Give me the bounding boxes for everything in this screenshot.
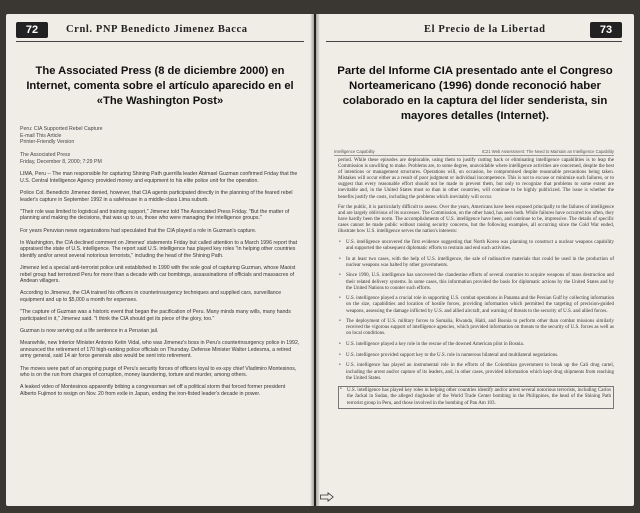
document-header: [334, 149, 614, 156]
page-number: 73: [590, 22, 622, 38]
meta-line: E-mail This Article: [20, 132, 62, 139]
article-meta: [20, 126, 302, 166]
paragraph: Guzman is now serving out a life sentence in a Peruvian jail.: [20, 328, 159, 334]
running-header: Crnl. PNP Benedicto Jimenez Bacca: [66, 24, 248, 35]
page-title: The Associated Press (8 de diciembre 2000) en Internet, comenta sobre el artículo aparecido en el «The Washington Post»: [26, 65, 294, 107]
paragraph: Jimenez led a special anti-terrorist police unit established in 1990 with the sole goal of capturing Guzman, whose Maoist rebel group had terrorized Peru for more than a decade with car bombings, assassinations of officials and massacres of Andean villagers.: [20, 265, 296, 285]
meta-line: The Associated Press: [20, 152, 71, 159]
header-rule: [16, 41, 304, 42]
highlighted-list-item: • U.S. intelligence has played key roles in helping other countries identify and/or arrest several notorious terrorists, including Carlos the Jackal in Sudan, the alleged ringleader of the World Trade Center bombing in the Philippines, the head of the Shining Path terrorist group in Peru, and those involved in the bombing of Pan Am 103.: [338, 386, 614, 408]
page-title: Parte del Informe CIA presentado ante el Congreso Norteamericano (1996) donde reconoció haber colaborado en la captura del líder senderista, sin mayores detalles (Internet).: [337, 65, 613, 122]
article-body: [20, 126, 302, 403]
running-header: El Precio de la Libertad: [424, 24, 546, 35]
header-rule: [326, 41, 622, 42]
paragraph: Police Col. Benedicto Jimenez denied, however, that CIA agents participated directly in the planning of the feared rebel leader's capture in September 1992 in a safehouse in a middle-class Lima suburb.: [20, 189, 293, 203]
meta-line: Friday, December 8, 2000; 7:29 PM: [20, 158, 102, 165]
page-number: 72: [16, 22, 48, 38]
arrow-right-icon: [320, 492, 334, 502]
list-item: • U.S. intelligence provided support key to the U.S. role in numerous bilateral and multilateral negotiations.: [338, 353, 614, 359]
paragraph: "Their role was limited to logistical and training support," Jimenez told The Associated Press Friday. "But the matter of planning and making the decisions, that was up to us, those who were managing the intelligence groups.": [20, 208, 290, 222]
report-excerpt: [338, 158, 614, 413]
doc-header-right: IC21 Web Assessment: The Need to Maintain an Intelligence Capability: [481, 149, 614, 154]
list-item: • U.S. intelligence has played an instrumental role in the efforts of the Colombian government to break up the Cali drug cartel, including the arrest and/or capture of its leaders, and, in other cases, provided information which kept drug shipments from reaching the United States.: [338, 363, 614, 381]
paragraph: For the public, it is particularly difficult to assess. Over the years, Americans have been exposed principally to the failures of intelligence and are largely oblivious of its successes. The Commission, on the other hand, has seen both. While failures have occurred too often, they have hardly been the norm. The accomplishments of U.S. intelligence have been, and continue to be, impressive. The details of specific cases cannot be made public without raising security concerns, but the following examples, all occurring since the Cold War ended, illustrate how U.S. intelligence serves the nation's interests:: [338, 205, 614, 235]
list-item: • U.S. intelligence played a crucial role in supporting U.S. combat operations in Panama and the Persian Gulf by collecting information on the size, capabilities and location of hostile forces, providing information which permitted the targeting of precision-guided weapons, assessing the damage inflicted by U.S. and allied aircraft, and warning of threats to the security of U.S. and allied forces.: [338, 296, 614, 314]
paragraph: LIMA, Peru -- The man responsible for capturing Shining Path guerrilla leader Abimael Guzman confirmed Friday that the U.S. Central Intelligence Agency provided money and equipment to his elite police unit for the operation.: [20, 171, 298, 184]
paragraph: In Washington, the CIA declined comment on Jimenez' statements Friday but called attention to a March 1996 report that appraised the state of U.S. intelligence. The report said U.S. intelligence has played key roles "in helping other countries identify and/or arrest several notorious terrorists," including the head of the Shining Path.: [20, 239, 298, 259]
meta-line: Peru: CIA Supported Rebel Capture: [20, 126, 103, 132]
paragraph: A leaked video of Montesinos apparently bribing a congressman set off a political storm that forced former president Alberto Fujimori to resign on Nov. 20 from exile in Japan, ending the iron-fisted leader's decade in power.: [20, 384, 286, 397]
paragraph: "The capture of Guzman was a historic event that began the pacification of Peru. Many minds many wills, many hands participated in it," Jimenez said. "I think the CIA should get its piece of the glory, too.": [20, 309, 291, 322]
list-item: • Since 1990, U.S. intelligence has uncovered the clandestine efforts of several countries to acquire weapons of mass destruction and their related delivery systems. In some cases, this information provided the basis for diplomatic actions by the United States and by the United Nations to counter such efforts.: [338, 273, 614, 291]
list-item: • U.S. intelligence played a key role in the rescue of the downed American pilot in Bosnia.: [338, 342, 614, 348]
left-page: [6, 14, 314, 506]
list-item: • U.S. intelligence uncovered the first evidence suggesting that North Korea was planning to construct a nuclear weapons capability and supported the subsequent diplomatic efforts to restrain and end such activities.: [338, 240, 614, 252]
doc-header-left: Intelligence Capability: [334, 149, 375, 154]
paragraph: period. While these episodes are deplorable, using them to justify cutting back or eliminating intelligence capabilities is to leap the Commission is unwilling to make. Problems are, to some degree, unavoidable where intelligence activities are concerned, despite the best of intentions or management structures. Operations will, on occasion, be compromised despite reasonable precautions being taken. Mistakes will occur either as a result of poor judgment or individual incompetence. This is not to excuse or minimize such failures, or to suggest that every reasonable effort should not be made to prevent them, but only to recognize that problems to some extent are inevitable and, in the United States must so than in other countries, will continue to be highly publicized. The issue is whether the benefits justify the costs, including the problems which inevitably will occur.: [338, 158, 614, 200]
paragraph: According to Jimenez, the CIA trained his officers in counterinsurgency techniques and supplied cars, surveillance equipment and up to $5,000 a month for expenses.: [20, 290, 282, 304]
paragraph: Meanwhile, new Interior Minister Antonio Ketin Vidal, who was Jimenez's boss in Peru's counterinsurgency police in 1992, announced the retirement of 170 high-ranking police officials on Thursday. Defense Minister Walter Ledesma, a retired army general, said 14 air force generals also would be sent into retirement.: [20, 340, 300, 360]
meta-line: Printer-Friendly Version: [20, 139, 75, 146]
bullet-list: [338, 240, 614, 409]
list-item: • In at least two cases, with the help of U.S. intelligence, the sale of radioactive materials that could be used in the production of nuclear weapons was halted by other governments.: [338, 257, 614, 269]
right-page: [316, 14, 634, 506]
book-gutter: [310, 14, 320, 506]
paragraph: The moves were part of an ongoing purge of Peru's security forces of officers loyal to ex-spy chief Vladimiro Montesinos, who is on the run from charges of corruption, money laundering, torture and murder, among others.: [20, 365, 297, 379]
paragraph: For years Peruvian news organizations had speculated that the CIA played a role in Guzman's capture.: [20, 227, 257, 234]
list-item: • The deployment of U.S. military forces to Somalia, Rwanda, Haiti, and Bosnia to perform other than combat missions similarly received the vigorous support of intelligence agencies, which provided information on threats to the security of U.S. forces as well as on local conditions.: [338, 319, 614, 337]
